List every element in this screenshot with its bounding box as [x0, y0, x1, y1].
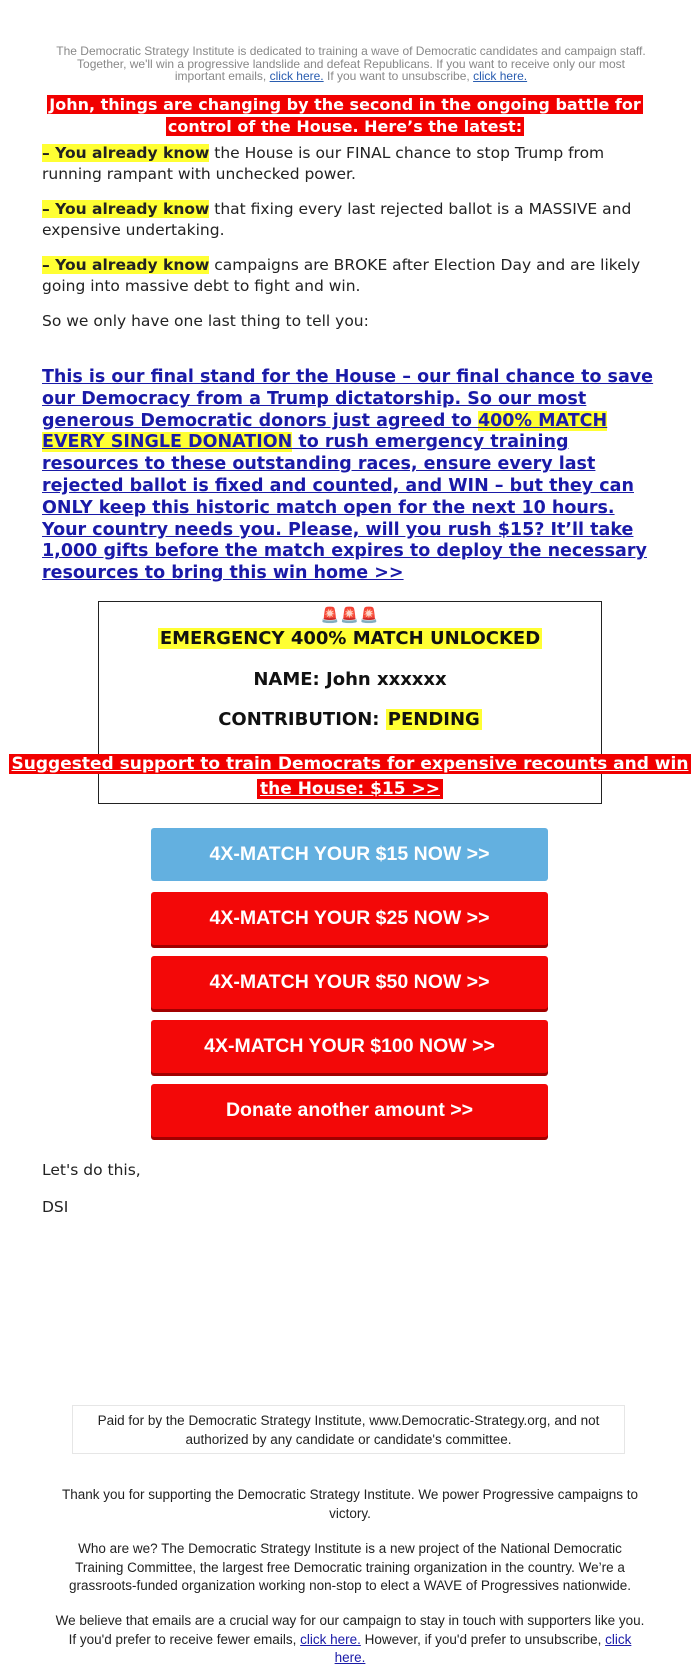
footer-who: Who are we? The Democratic Strategy Institute is a new project of the National Democratic Training Committee, the largest free Democratic training organization in the country. We’re a grassroots-funded organization working non-stop to elect a WAVE of Progressives nationwide.: [68, 1541, 632, 1593]
preheader-text: The Democratic Strategy Institute is dedicated to training a wave of Democratic candidates and campaign staff. Together, we'll win a progressive landslide and defeat Republicans. If you want to receive only our most important emails,: [56, 44, 646, 83]
donate-100-button[interactable]: 4X-MATCH YOUR $100 NOW >>: [151, 1020, 548, 1073]
bullet-3: [42, 255, 652, 297]
contribution-label: CONTRIBUTION:: [218, 709, 380, 730]
bullet-text: that fixing every last rejected ballot is a MASSIVE and expensive undertaking.: [42, 200, 632, 239]
appeal-link-text[interactable]: [42, 367, 653, 583]
signoff-line: Let's do this,: [42, 1161, 141, 1179]
appeal-part-2[interactable]: to rush emergency training resources to these outstanding races, ensure every last rejected ballot is fixed and counted, and WIN – but they can ONLY keep this historic match open for the next 10 hours. Your country needs you. Please, will you rush $15? It’ll take 1,000 gifts before the match expires to deploy the necessary resources to bring this win home >>: [42, 432, 647, 584]
footer-emails: [55, 1612, 645, 1668]
appeal-part-1[interactable]: This is our final stand for the House – our final chance to save our Democracy from a Trump dictatorship. So our most generous Democratic donors just agreed to: [42, 367, 654, 431]
contribution-status: PENDING: [387, 709, 480, 730]
footer-emails-text-2: However, if you'd prefer to unsubscribe,: [364, 1631, 602, 1647]
suggested-support-text[interactable]: Suggested support to train Democrats for expensive recounts and win the House: $15 >>: [9, 754, 692, 799]
bullet-1: [42, 143, 652, 185]
match-title: [99, 628, 601, 649]
bullet-highlight: – You already know: [42, 200, 210, 218]
unsubscribe-link[interactable]: click here.: [473, 69, 528, 83]
fewer-emails-link[interactable]: click here.: [269, 69, 324, 83]
match-title-text: EMERGENCY 400% MATCH UNLOCKED: [159, 628, 541, 649]
footer-unsubscribe-link[interactable]: click here.: [334, 1631, 632, 1665]
donate-15-button[interactable]: 4X-MATCH YOUR $15 NOW >>: [151, 828, 548, 881]
name-line: NAME: John xxxxxx: [253, 669, 447, 690]
appeal-link[interactable]: [42, 367, 660, 585]
suggested-support-link[interactable]: [0, 752, 700, 802]
preheader: [52, 45, 650, 83]
preheader-text-2: If you want to unsubscribe,: [326, 69, 470, 83]
footer-thanks: Thank you for supporting the Democratic Strategy Institute. We power Progressive campaigns to victory.: [61, 1487, 639, 1521]
lead-in: So we only have one last thing to tell you:: [42, 312, 369, 330]
bullet-2: [42, 199, 652, 241]
contribution-line: [99, 709, 601, 730]
bullet-highlight: – You already know: [42, 144, 210, 162]
siren-icon: 🚨🚨🚨: [320, 606, 380, 624]
donate-50-button[interactable]: 4X-MATCH YOUR $50 NOW >>: [151, 956, 548, 1009]
appeal-highlight[interactable]: 400% MATCH EVERY SINGLE DONATION: [42, 410, 608, 453]
headline: [40, 94, 650, 138]
signoff-name: DSI: [42, 1198, 69, 1216]
footer-fewer-emails-link[interactable]: click here.: [300, 1631, 361, 1647]
bullet-text: the House is our FINAL chance to stop Trump from running rampant with unchecked power.: [42, 144, 605, 183]
donate-25-button[interactable]: 4X-MATCH YOUR $25 NOW >>: [151, 892, 548, 945]
bullet-text: campaigns are BROKE after Election Day and are likely going into massive debt to fight and win.: [42, 256, 641, 295]
bullet-highlight: – You already know: [42, 256, 210, 274]
donate-other-amount-button[interactable]: Donate another amount >>: [151, 1084, 548, 1137]
footer-emails-text: We believe that emails are a crucial way for our campaign to stay in touch with supporters like you. If you'd prefer to receive fewer emails,: [55, 1613, 645, 1647]
paid-for-disclaimer: Paid for by the Democratic Strategy Institute, www.Democratic-Strategy.org, and not authorized by any candidate or candidate's committee.: [72, 1405, 625, 1454]
headline-text: John, things are changing by the second in the ongoing battle for control of the House. Here’s the latest:: [49, 95, 641, 136]
